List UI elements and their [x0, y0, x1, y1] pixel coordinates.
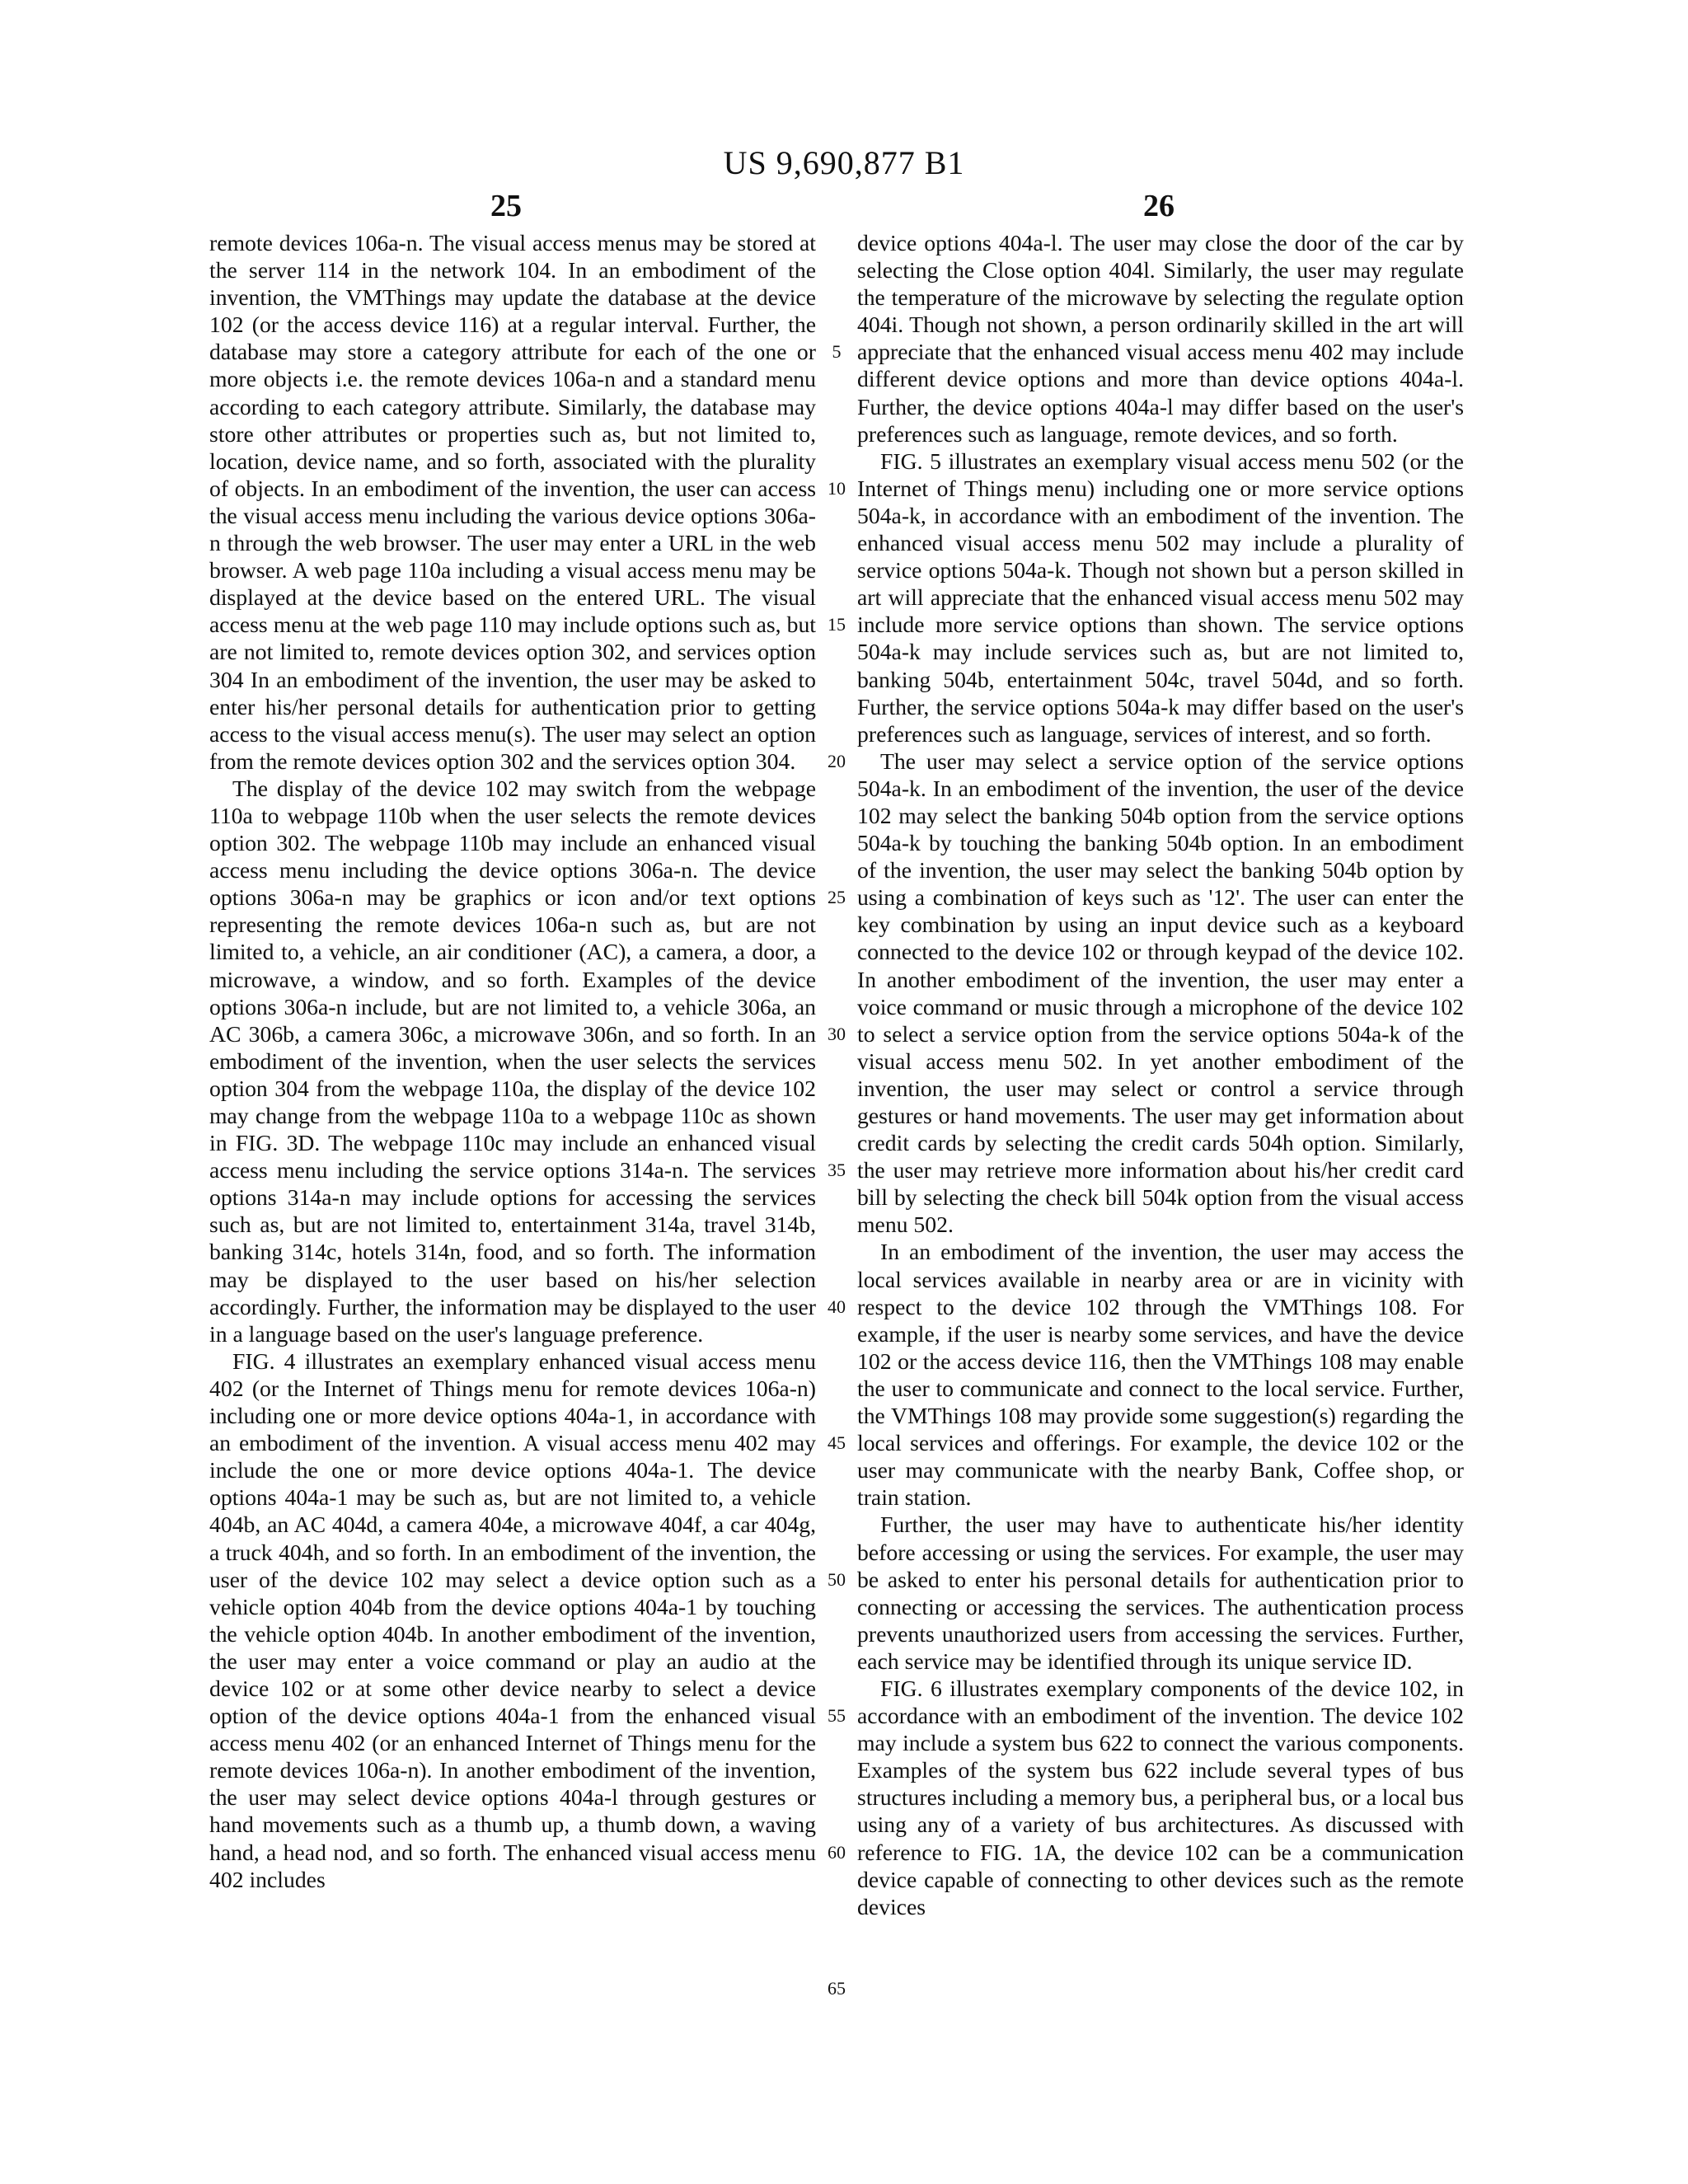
line-number: 15: [828, 614, 846, 635]
line-number: 45: [828, 1432, 846, 1453]
line-number: 55: [828, 1705, 846, 1726]
paragraph: In an embodiment of the invention, the user may access the local services available in nearby area or are in vicinity with respect to the device 102 through the VMThings 108. For example, if the user is nearby some services, and have the device 102 or the access device 116, then the VMThings 108 may enable the user to communicate and connect to the local service. Further, the VMThings 108 may provide some suggestion(s) regarding the local services and offerings. For example, the device 102 or the user may communicate with the nearby Bank, Coffee shop, or train station.: [857, 1239, 1464, 1511]
line-number: 50: [828, 1569, 846, 1590]
paragraph: FIG. 5 illustrates an exemplary visual access menu 502 (or the Internet of Things menu) including one or more service options 504a-k, in accordance with an embodiment of the invention. The enhanced visual access menu 502 may include a plurality of service options 504a-k. Though not shown but a person skilled in art will appreciate that the enhanced visual access menu 502 may include more service options than shown. The service options 504a-k may include services such as, but are not limited to, banking 504b, entertainment 504c, travel 504d, and so forth. Further, the service options 504a-k may differ based on the user's preferences such as language, services of interest, and so forth.: [857, 448, 1464, 747]
paragraph: remote devices 106a-n. The visual access menus may be stored at the server 114 in the network 104. In an embodiment of the invention, the VMThings may update the database at the device 102 (or the access device 116) at a regular interval. Further, the database may store a category attribute for each of the one or more objects i.e. the remote devices 106a-n and a standard menu according to each category attribute. Similarly, the database may store other attributes or properties such as, but not limited to, location, device name, and so forth, associated with the plurality of objects. In an embodiment of the invention, the user can access the visual access menu including the various device options 306a-n through the web browser. The user may enter a URL in the web browser. A web page 110a including a visual access menu may be displayed at the device based on the entered URL. The visual access menu at the web page 110 may include options such as, but are not limited to, remote devices option 302, and services option 304 In an embodiment of the invention, the user may be asked to enter his/her personal details for authentication prior to getting access to the visual access menu(s). The user may select an option from the remote devices option 302 and the services option 304.: [209, 230, 816, 774]
line-number: 65: [828, 1978, 846, 1999]
line-number: 30: [828, 1024, 846, 1044]
paragraph: FIG. 6 illustrates exemplary components of the device 102, in accordance with an embodiment of the invention. The device 102 may include a system bus 622 to connect the various components. Examples of the system bus 622 include several types of bus structures including a memory bus, a peripheral bus, or a local bus using any of a variety of bus architectures. As discussed with reference to FIG. 1A, the device 102 can be a communication device capable of connecting to other devices such as the remote devices: [857, 1675, 1464, 1919]
paragraph: The display of the device 102 may switch from the webpage 110a to webpage 110b when the user selects the remote devices option 302. The webpage 110b may include an enhanced visual access menu including the device options 306a-n. The device options 306a-n may be graphics or icon and/or text options representing the remote devices 106a-n such as, but are not limited to, a vehicle, an air conditioner (AC), a camera, a door, a microwave, a window, and so forth. Examples of the device options 306a-n include, but are not limited to, a vehicle 306a, an AC 306b, a camera 306c, a microwave 306n, and so forth. In an embodiment of the invention, when the user selects the services option 304 from the webpage 110a, the display of the device 102 may change from the webpage 110a to a webpage 110c as shown in FIG. 3D. The webpage 110c may include an enhanced visual access menu including the service options 314a-n. The services options 314a-n may include options for accessing the services such as, but are not limited to, entertainment 314a, travel 314b, banking 314c, hotels 314n, food, and so forth. The information may be displayed to the user based on his/her selection accordingly. Further, the information may be displayed to the user in a language based on the user's language preference.: [209, 775, 816, 1347]
line-number: 60: [828, 1842, 846, 1863]
left-column: [209, 229, 816, 1893]
line-number: 5: [832, 341, 842, 362]
paragraph: The user may select a service option of the service options 504a-k. In an embodiment of the invention, the user of the device 102 may select the banking 504b option from the service options 504a-k by touching the banking 504b option. In an embodiment of the invention, the user may select the banking 504b option by using a combination of keys such as '12'. The user can enter the key combination by using an input device such as a keyboard connected to the device 102 or through keypad of the device 102. In another embodiment of the invention, the user may enter a voice command or music through a microphone of the device 102 to select a service option from the service options 504a-k of the visual access menu 502. In yet another embodiment of the invention, the user may select or control a service through gestures or hand movements. The user may get information about credit cards by selecting the credit cards 504h option. Similarly, the user may retrieve more information about his/her credit card bill by selecting the check bill 504k option from the visual access menu 502.: [857, 748, 1464, 1238]
paragraph: Further, the user may have to authenticate his/her identity before accessing or using the services. For example, the user may be asked to enter his personal details for authentication prior to connecting or accessing the services. The authentication process prevents unauthorized users from accessing the services. Further, each service may be identified through its unique service ID.: [857, 1511, 1464, 1674]
line-number: 35: [828, 1160, 846, 1180]
paragraph: FIG. 4 illustrates an exemplary enhanced visual access menu 402 (or the Internet of Things menu for remote devices 106a-n) including one or more device options 404a-1, in accordance with an embodiment of the invention. A visual access menu 402 may include the one or more device options 404a-1. The device options 404a-1 may be such as, but are not limited to, a vehicle 404b, an AC 404d, a camera 404e, a microwave 404f, a car 404g, a truck 404h, and so forth. In an embodiment of the invention, the user of the device 102 may select a device option such as a vehicle option 404b from the device options 404a-1 by touching the vehicle option 404b. In another embodiment of the invention, the user may enter a voice command or play an audio at the device 102 or at some other device nearby to select a device option of the device options 404a-1 from the enhanced visual access menu 402 (or an enhanced Internet of Things menu for the remote devices 106a-n). In another embodiment of the invention, the user may select device options 404a-l through gestures or hand movements such as a thumb up, a thumb down, a waving hand, a head nod, and so forth. The enhanced visual access menu 402 includes: [209, 1347, 816, 1892]
right-column: [857, 229, 1464, 1920]
line-number: 10: [828, 478, 846, 499]
line-number: 25: [828, 887, 846, 907]
page-number-right: 26: [1143, 189, 1175, 223]
patent-number: US 9,690,877 B1: [723, 144, 965, 181]
paragraph: device options 404a-l. The user may close the door of the car by selecting the Close option 404l. Similarly, the user may regulate the temperature of the microwave by selecting the regulate option 404i. Though not shown, a person ordinarily skilled in the art will appreciate that the enhanced visual access menu 402 may include different device options and more than device options 404a-l. Further, the device options 404a-l may differ based on the user's preferences such as language, remote devices, and so forth.: [857, 230, 1464, 447]
line-number: 20: [828, 751, 846, 771]
page-number-left: 25: [490, 189, 522, 223]
line-number: 40: [828, 1296, 846, 1317]
